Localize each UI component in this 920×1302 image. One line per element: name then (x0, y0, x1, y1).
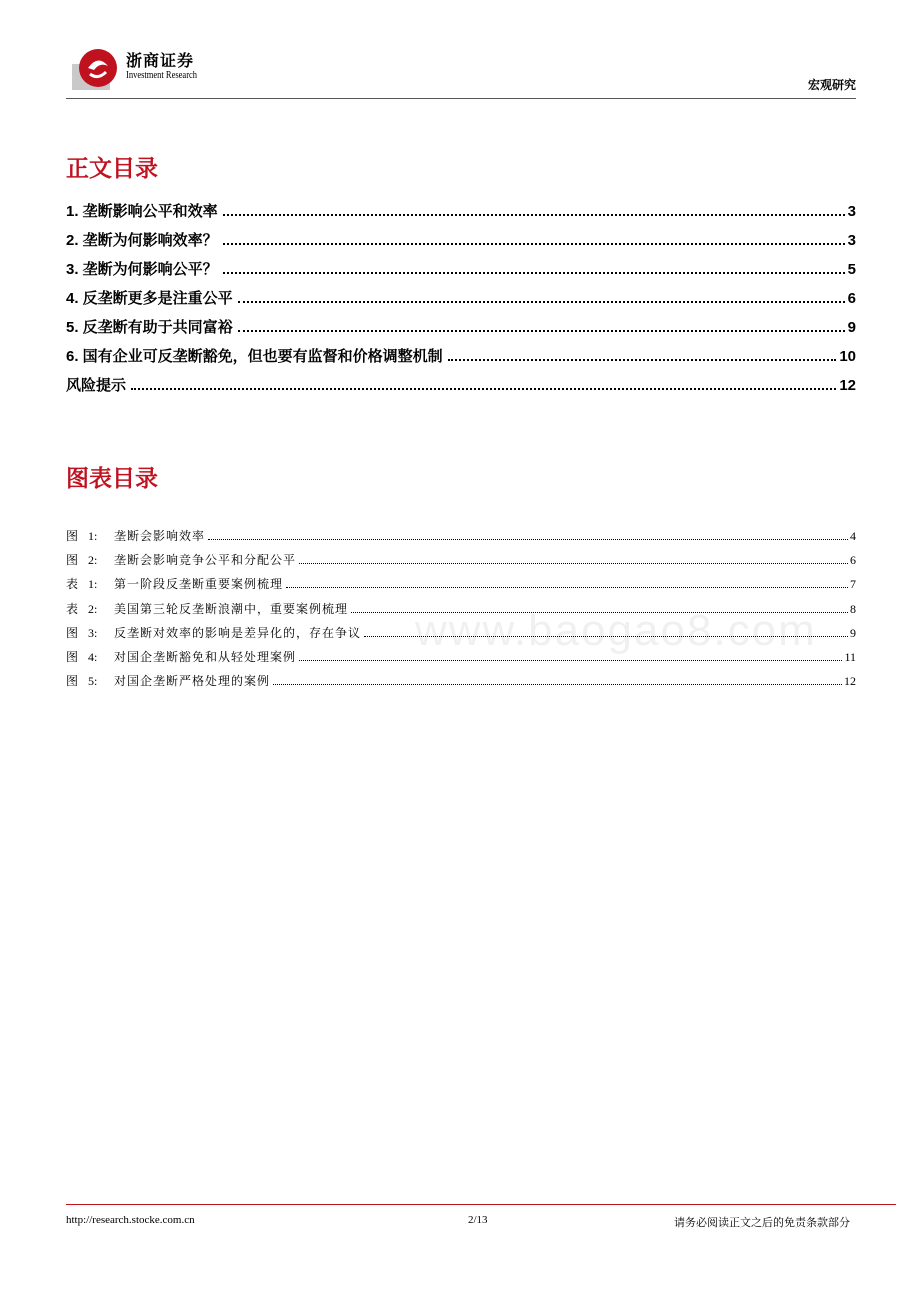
figure-number: 3: (88, 625, 98, 640)
brand-name: 浙商证券 (126, 53, 195, 70)
toc-entry[interactable] (66, 258, 856, 287)
leader-dots (238, 330, 845, 332)
page-header (66, 40, 856, 99)
toc-entry-page: 6 (847, 290, 856, 307)
figure-page: 6 (850, 553, 856, 568)
leader-dots (364, 636, 848, 637)
figure-title: 美国第三轮反垄断浪潮中，重要案例梳理 (114, 601, 349, 616)
figure-kind: 图 (66, 529, 79, 543)
toc-entry-page: 12 (839, 377, 856, 394)
figure-kind: 图 (66, 674, 79, 689)
leader-dots (208, 539, 848, 540)
leader-dots (223, 214, 845, 216)
toc-entry-title: 4. 反垄断更多是注重公平 (66, 290, 233, 307)
toc-entry-title: 1. 垄断影响公平和效率 (66, 203, 218, 220)
figure-page: 8 (850, 601, 856, 616)
figure-title: 对国企垄断严格处理的案例 (114, 674, 271, 689)
toc-entry-title: 风险提示 (66, 377, 127, 394)
figure-entry[interactable] (66, 648, 856, 672)
figure-list (66, 527, 856, 696)
figure-kind: 表 (66, 601, 79, 616)
figure-entry[interactable] (66, 672, 856, 696)
figure-kind: 表 (66, 577, 79, 592)
figure-kind: 图 (66, 553, 79, 568)
toc-entry[interactable] (66, 316, 856, 345)
figure-number: 2: (88, 601, 98, 616)
toc-entry-page: 3 (847, 203, 856, 220)
figure-page: 9 (850, 625, 856, 640)
toc-entry[interactable] (66, 374, 856, 403)
section-label: 宏观研究 (807, 78, 856, 92)
figure-title: 第一阶段反垄断重要案例梳理 (114, 577, 284, 592)
leader-dots (131, 388, 836, 390)
toc-entry-title: 2. 垄断为何影响效率？ (66, 232, 218, 249)
leader-dots (286, 587, 848, 588)
leader-dots (238, 301, 845, 303)
figure-title: 反垄断对效率的影响是差异化的，存在争议 (114, 625, 362, 640)
toc-entry-page: 10 (839, 348, 856, 365)
figure-kind: 图 (66, 625, 79, 640)
figure-entry[interactable] (66, 575, 856, 599)
toc-entry-page: 3 (847, 232, 856, 249)
toc-heading: 正文目录 (66, 155, 158, 181)
leader-dots (223, 243, 845, 245)
figures-heading: 图表目录 (66, 465, 158, 491)
leader-dots (299, 660, 842, 661)
leader-dots (351, 612, 848, 613)
figure-entry[interactable] (66, 551, 856, 575)
footer-disclaimer: 请务必阅读正文之后的免责条款部分 (674, 1216, 850, 1229)
toc-entry-title: 5. 反垄断有助于共同富裕 (66, 319, 233, 336)
figure-page: 12 (844, 674, 856, 689)
toc-entry-page: 5 (847, 261, 856, 278)
leader-dots (448, 359, 837, 361)
figure-entry[interactable] (66, 527, 856, 551)
footer-divider (66, 1204, 896, 1205)
leader-dots (299, 563, 848, 564)
figure-number: 1: (88, 577, 98, 592)
figure-kind: 图 (66, 649, 79, 664)
figure-number: 5: (88, 674, 98, 689)
leader-dots (223, 272, 845, 274)
figure-entry[interactable] (66, 624, 856, 648)
toc-entry-title: 6. 国有企业可反垄断豁免，但也要有监督和价格调整机制 (66, 348, 443, 365)
figure-number: 4: (88, 649, 98, 664)
watermark: www.baogao8.com (415, 606, 817, 655)
figure-title: 对国企垄断豁免和从轻处理案例 (114, 649, 297, 664)
toc-entry[interactable] (66, 345, 856, 374)
figure-number: 2: (88, 553, 98, 568)
toc-entry[interactable] (66, 229, 856, 258)
figure-entry[interactable] (66, 600, 856, 624)
toc-entry[interactable] (66, 287, 856, 316)
company-logo (70, 44, 126, 92)
figure-page: 11 (844, 649, 856, 664)
figure-number: 1: (88, 529, 98, 543)
toc-entry[interactable] (66, 200, 856, 229)
toc-entry-title: 3. 垄断为何影响公平？ (66, 261, 218, 278)
brand-subtitle: Investment Research (126, 70, 198, 81)
table-of-contents (66, 200, 856, 403)
leader-dots (273, 684, 842, 685)
figure-page: 7 (850, 577, 856, 592)
footer-url[interactable]: http://research.stocke.com.cn (66, 1214, 195, 1226)
toc-entry-page: 9 (847, 319, 856, 336)
figure-title: 垄断会影响竞争公平和分配公平 (114, 553, 297, 568)
figure-title: 垄断会影响效率 (114, 529, 206, 543)
page-number: 2/13 (468, 1214, 488, 1226)
figure-page: 4 (850, 529, 856, 543)
